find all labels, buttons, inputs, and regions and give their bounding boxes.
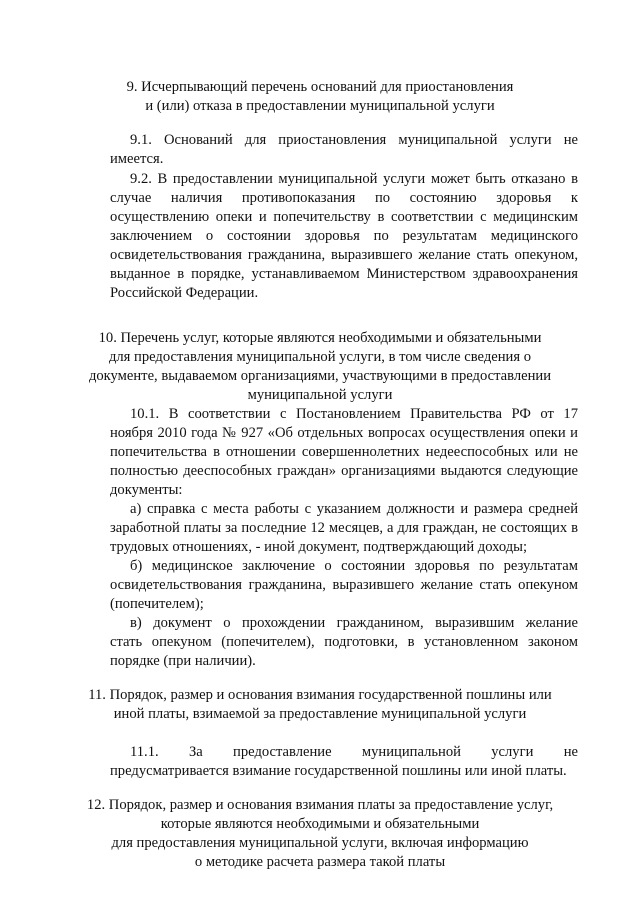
paragraph-9-2-line: осуществлению опеки и попечительству в соответствии с медицинским xyxy=(110,209,578,225)
list-item-a-line: трудовых отношениях, - иной документ, подтверждающий доходы; xyxy=(110,539,528,555)
section-12-title-line: которые являются необходимыми и обязательными xyxy=(160,816,480,832)
section-9-title-line: и (или) отказа в предоставлении муниципальной услуги xyxy=(145,98,495,114)
section-10-title-line: муниципальной услуги xyxy=(247,387,393,403)
list-item-b-line: освидетельствования гражданина, выразившего желание стать опекуном xyxy=(110,577,578,593)
paragraph-10-1-line: полностью дееспособных граждан» организациями выдаются следующие xyxy=(110,463,578,479)
section-10-title-line: для предоставления муниципальной услуги, в том числе сведения о xyxy=(108,349,532,365)
section-9-title-line: 9. Исчерпывающий перечень оснований для приостановления xyxy=(126,79,514,95)
paragraph-9-2-line: освидетельствования гражданина, выразившего желание стать опекуном, xyxy=(110,247,578,263)
section-11-title-line: 11. Порядок, размер и основания взимания государственной пошлины или xyxy=(88,687,552,703)
paragraph-10-1-line: 10.1. В соответствии с Постановлением Правительства РФ от 17 xyxy=(130,406,578,422)
list-item-b-line: б) медицинское заключение о состоянии здоровья по результатам xyxy=(130,558,578,574)
paragraph-11-1-line: 11.1. За предоставление муниципальной услуги не xyxy=(130,744,578,760)
section-11-title-line: иной платы, взимаемой за предоставление муниципальной услуги xyxy=(113,706,527,722)
list-item-c-line: в) документ о прохождении гражданином, выразившим желание xyxy=(130,615,578,631)
paragraph-9-1-line: 9.1. Оснований для приостановления муниципальной услуги не xyxy=(130,132,578,148)
list-item-a-line: заработной платы за последние 12 месяцев, а для граждан, не состоящих в xyxy=(110,520,578,536)
paragraph-9-1-line: имеется. xyxy=(110,151,164,167)
paragraph-9-2-line: случае наличия противопоказания по состоянию здоровья к xyxy=(110,190,578,206)
paragraph-10-1-line: попечительства в отношении совершеннолетних недееспособных или не xyxy=(110,444,578,460)
section-12-title-line: 12. Порядок, размер и основания взимания платы за предоставление услуг, xyxy=(86,797,554,813)
paragraph-10-1-line: ноября 2010 года № 927 «Об отдельных вопросах осуществления опеки и xyxy=(110,425,578,441)
paragraph-11-1-line: предусматривается взимание государственной пошлины или иной платы. xyxy=(110,763,567,779)
section-10-title-line: документе, выдаваемом организациями, участвующими в предоставлении xyxy=(88,368,552,384)
paragraph-10-1-line: документы: xyxy=(110,482,183,498)
paragraph-9-2-line: заключением о состоянии здоровья по результатам медицинского xyxy=(110,228,578,244)
list-item-b-line: (попечителем); xyxy=(110,596,204,612)
paragraph-9-2-line: выданное в порядке, устанавливаемом Министерством здравоохранения xyxy=(110,266,578,282)
section-12-title-line: для предоставления муниципальной услуги, включая информацию xyxy=(111,835,529,851)
list-item-c-line: порядке (при наличии). xyxy=(110,653,256,669)
list-item-a-line: а) справка с места работы с указанием должности и размера средней xyxy=(130,501,578,517)
section-12-title-line: о методике расчета размера такой платы xyxy=(194,854,446,870)
paragraph-9-2-line: 9.2. В предоставлении муниципальной услуги может быть отказано в xyxy=(130,171,578,187)
list-item-c-line: стать опекуном (попечителем), подготовки, в установленном законом xyxy=(110,634,578,650)
paragraph-9-2-line: Российской Федерации. xyxy=(110,285,259,301)
section-10-title-line: 10. Перечень услуг, которые являются необходимыми и обязательными xyxy=(98,330,542,346)
